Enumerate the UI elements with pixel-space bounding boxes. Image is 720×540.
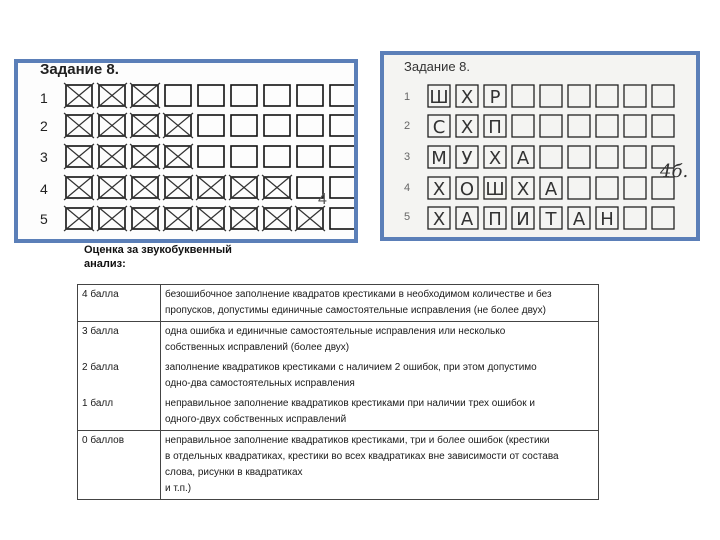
right-row-label-4: 4: [404, 182, 411, 194]
letter-cell: [652, 85, 674, 107]
cell-letter: Р: [489, 87, 501, 108]
right-row-label-3: 3: [404, 151, 411, 163]
right-worksheet-title: Задание 8.: [404, 59, 471, 74]
description-line: безошибочное заполнение квадратов крестиками в необходимом количестве и без: [165, 289, 552, 300]
criteria-score: 2 балла: [78, 358, 161, 394]
cell-letter: Ш: [485, 179, 505, 200]
left-side-mark: 4: [318, 191, 327, 208]
letter-cell: [624, 207, 646, 229]
grid-cell: [165, 85, 191, 106]
description-line: и т.п.): [165, 483, 192, 494]
grid-cell: [198, 115, 224, 136]
cell-letter: Х: [460, 117, 474, 138]
assessment-caption: [84, 243, 284, 271]
letter-cell: [540, 146, 562, 168]
grid-cell: [231, 85, 257, 106]
description-line: одного-двух собственных исправлений: [165, 414, 347, 425]
letter-cell: [512, 85, 534, 107]
left-worksheet-image: [14, 59, 358, 243]
cell-letter: Х: [516, 179, 530, 200]
criteria-description: [161, 322, 599, 359]
grid-cell: [264, 85, 290, 106]
grid-cell: [264, 115, 290, 136]
letter-cell: [596, 85, 618, 107]
criteria-score: 0 баллов: [78, 431, 161, 500]
criteria-description: [161, 394, 599, 431]
cell-letter: О: [459, 179, 475, 200]
grid-cell: [330, 146, 354, 167]
cell-letter: И: [516, 209, 530, 230]
description-line: одно-два самостоятельных исправления: [165, 378, 355, 389]
cell-letter: П: [488, 117, 502, 138]
description-line: слова, рисунки в квадратиках: [165, 467, 303, 478]
letter-cell: [596, 177, 618, 199]
criteria-row-3: [78, 322, 599, 359]
grid-cell: [264, 146, 290, 167]
cell-letter: Х: [432, 179, 446, 200]
right-row-label-2: 2: [404, 120, 411, 132]
criteria-row-1: [78, 394, 599, 431]
criteria-score: 4 балла: [78, 285, 161, 322]
letter-cell: [596, 115, 618, 137]
letter-cell: [652, 115, 674, 137]
cell-letter: А: [460, 209, 474, 230]
description-line: неправильное заполнение квадратиков крестиками, три и более ошибок (крестики: [165, 435, 550, 446]
cell-letter: С: [432, 117, 446, 138]
cell-letter: П: [488, 209, 502, 230]
criteria-row-2: [78, 358, 599, 394]
cell-letter: А: [544, 179, 558, 200]
right-answer-grid: [384, 55, 696, 237]
grid-cell: [231, 115, 257, 136]
letter-cell: [624, 146, 646, 168]
left-row-label-2: 2: [40, 118, 48, 134]
grid-cell: [330, 208, 354, 229]
handwritten-score: 4б.: [660, 161, 689, 182]
letter-cell: [568, 177, 590, 199]
letter-cell: [540, 115, 562, 137]
caption-line-2: анализ:: [84, 258, 126, 270]
letter-cell: [596, 146, 618, 168]
cell-letter: Н: [600, 209, 614, 230]
grid-cell: [198, 85, 224, 106]
description-line: неправильное заполнение квадратиков крестиками при наличии трех ошибок и: [165, 398, 535, 409]
criteria-score: 3 балла: [78, 322, 161, 359]
grid-cell: [330, 177, 354, 198]
criteria-description: [161, 358, 599, 394]
criteria-description: [161, 285, 599, 322]
left-row-label-5: 5: [40, 211, 48, 227]
cell-letter: Ш: [429, 87, 449, 108]
cell-letter: У: [461, 148, 473, 169]
right-row-label-1: 1: [404, 91, 411, 103]
caption-line-1: Оценка за звукобуквенный: [84, 244, 232, 256]
cell-letter: М: [431, 148, 447, 169]
right-worksheet-image: [380, 51, 700, 241]
grid-cell: [330, 85, 354, 106]
criteria-row-4: [78, 285, 599, 322]
description-line: заполнение квадратиков крестиками с наличием 2 ошибок, при этом допустимо: [165, 362, 537, 373]
scoring-criteria-table: [77, 284, 599, 500]
cell-letter: А: [516, 148, 530, 169]
right-row-label-5: 5: [404, 211, 411, 223]
description-line: пропусков, допустимы единичные самостоятельные исправления (не более двух): [165, 305, 546, 316]
letter-cell: [568, 85, 590, 107]
grid-cell: [330, 115, 354, 136]
grid-cell: [297, 85, 323, 106]
letter-cell: [624, 85, 646, 107]
cell-letter: А: [572, 209, 586, 230]
letter-cell: [540, 85, 562, 107]
left-worksheet-title: Задание 8.: [40, 61, 119, 78]
criteria-row-0: [78, 431, 599, 500]
letter-cell: [624, 115, 646, 137]
description-line: собственных исправлений (более двух): [165, 342, 350, 353]
cell-letter: Х: [460, 87, 474, 108]
left-answer-grid: [18, 63, 354, 239]
cell-letter: Х: [488, 148, 502, 169]
letter-cell: [568, 146, 590, 168]
cell-letter: Х: [432, 209, 446, 230]
letter-cell: [624, 177, 646, 199]
grid-cell: [198, 146, 224, 167]
grid-cell: [231, 146, 257, 167]
grid-cell: [297, 146, 323, 167]
letter-cell: [512, 115, 534, 137]
letter-cell: [568, 115, 590, 137]
left-row-label-4: 4: [40, 181, 48, 197]
description-line: в отдельных квадратиках, крестики во всех квадратиках вне зависимости от состава: [165, 451, 559, 462]
letter-cell: [652, 207, 674, 229]
left-row-label-1: 1: [40, 90, 48, 106]
criteria-description: [161, 431, 599, 500]
left-row-label-3: 3: [40, 149, 48, 165]
description-line: одна ошибка и единичные самостоятельные исправления или несколько: [165, 326, 506, 337]
criteria-score: 1 балл: [78, 394, 161, 431]
grid-cell: [297, 115, 323, 136]
cell-letter: Т: [545, 209, 557, 230]
